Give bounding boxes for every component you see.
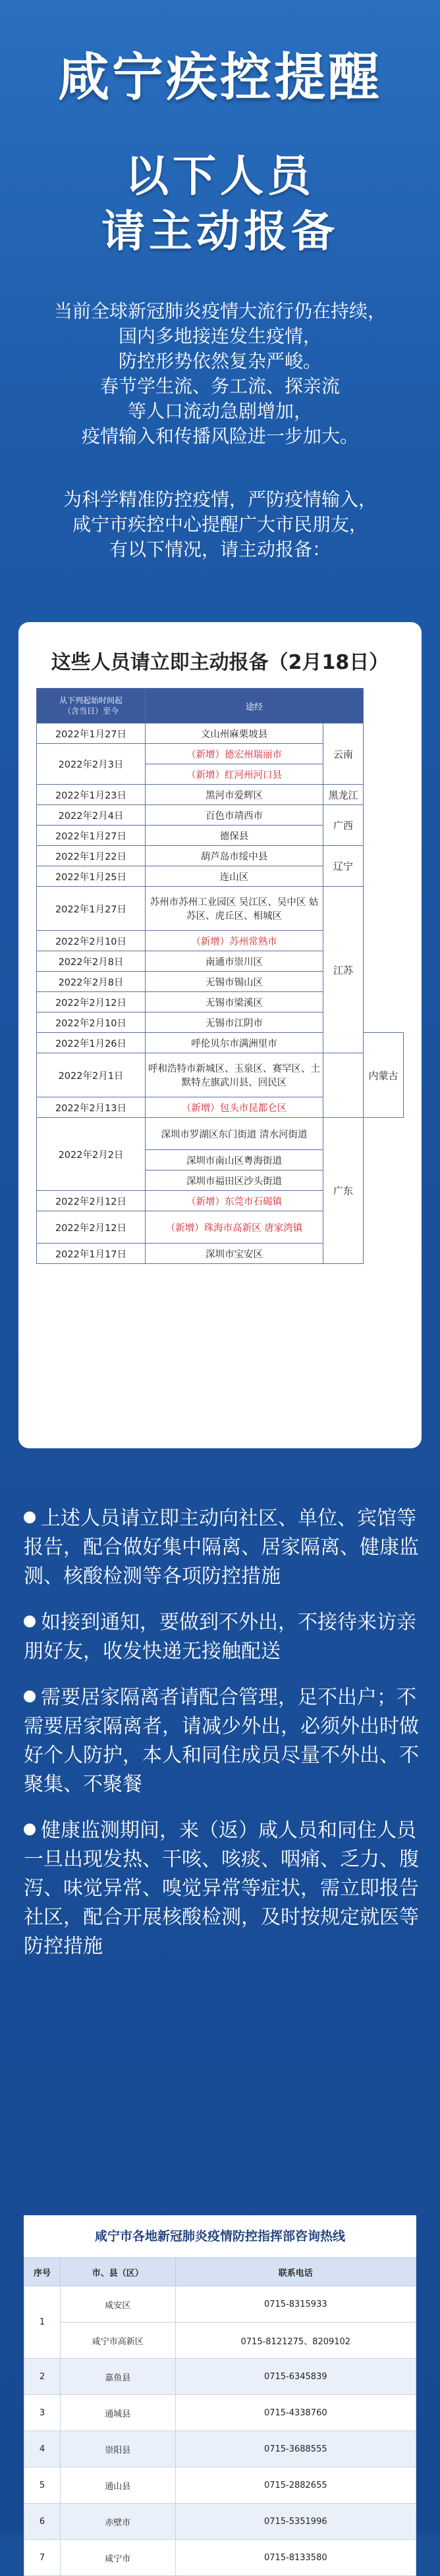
- table-row: 2 嘉鱼县 0715-6345839: [24, 2359, 416, 2395]
- report-table-title: 这些人员请立即主动报备（2月18日）: [51, 651, 389, 674]
- table-row: 6 赤壁市 0715-5351996: [24, 2504, 416, 2540]
- table-row: （新增）红河州河口县: [37, 764, 404, 785]
- hotline-title: 咸宁市各地新冠肺炎疫情防控指挥部咨询热线: [94, 2229, 345, 2244]
- notice-bullets: [24, 1504, 419, 1978]
- bullet-item: 如接到通知，要做到不外出，不接待来访亲朋好友，收发快递无接触配送: [24, 1611, 416, 1663]
- table-row: 2022年1月22日 葫芦岛市绥中县 辽宁: [37, 846, 404, 866]
- province-yunnan: 云南: [323, 723, 364, 785]
- intro-paragraph: [0, 299, 440, 449]
- province-guangdong: 广东: [323, 1118, 364, 1264]
- table-row: 2022年2月2日 深圳市罗湖区东门街道 清水河街道 广东: [37, 1118, 404, 1150]
- table-row: 2022年1月23日 黑河市爱辉区 黑龙江: [37, 785, 404, 805]
- bullet-item: 上述人员请立即主动向社区、单位、宾馆等报告，配合做好集中隔离、居家隔离、健康监测、核酸检测等各项防控措施: [24, 1507, 419, 1588]
- intro-line: 等人口流动急剧增加，: [127, 400, 312, 422]
- page-title: 咸宁疾控提醒: [57, 48, 382, 107]
- table-row: 2022年2月10日 （新增）苏州常熟市: [37, 931, 404, 951]
- notice-line: 为科学精准防控疫情，严防疫情输入，: [63, 488, 377, 510]
- bullet-dot-icon: [24, 1691, 36, 1702]
- intro-line: 防控形势依然复杂严峻。: [118, 350, 321, 372]
- hotline-table: [24, 2257, 416, 2576]
- table-row: 2022年2月3日 （新增）德宏州瑞丽市: [37, 744, 404, 764]
- province-liaoning: 辽宁: [323, 846, 364, 887]
- intro-line: 疫情输入和传播风险进一步加大。: [81, 425, 358, 447]
- table-row: 2022年2月8日 无锡市锡山区: [37, 972, 404, 992]
- header-route: 途经: [146, 689, 364, 723]
- subtitle-line-2: 请主动报备: [101, 206, 339, 257]
- province-jiangsu: 江苏: [323, 887, 364, 1053]
- province-heilongjiang: 黑龙江: [323, 785, 364, 805]
- table-row: 2022年1月25日 连山区: [37, 866, 404, 887]
- table-row: 2022年2月12日 （新增）东莞市石碣镇: [37, 1191, 404, 1211]
- bullet-dot-icon: [24, 1616, 36, 1627]
- report-table: [36, 688, 404, 1264]
- table-row: 深圳市福田区沙头街道: [37, 1170, 404, 1191]
- bullet-item: 需要居家隔离者请配合管理，足不出户；不需要居家隔离者，请减少外出，必须外出时做好个人防护，本人和同住成员尽量不外出、不聚集、不聚餐: [24, 1686, 419, 1796]
- table-row: 2022年2月1日 呼和浩特市新城区、玉泉区、赛罕区、土默特左旗武川县、回民区: [37, 1053, 404, 1097]
- table-row: 2022年2月10日 无锡市江阴市: [37, 1012, 404, 1033]
- header: [0, 0, 440, 259]
- table-row: 深圳市南山区粤海街道: [37, 1150, 404, 1170]
- table-row: 2022年2月12日 无锡市梁溪区: [37, 992, 404, 1012]
- intro-line: 当前全球新冠肺炎疫情大流行仍在持续，: [53, 300, 386, 322]
- table-row: 2022年2月8日 南通市崇川区: [37, 951, 404, 972]
- notice-paragraph: [0, 487, 440, 562]
- hotline-header-row: 序号 市、县（区） 联系电话: [24, 2258, 416, 2286]
- hotline-table-card: [24, 2215, 416, 2576]
- intro-line: 春节学生流、务工流、探亲流: [99, 375, 340, 397]
- bullet-dot-icon: [24, 1824, 36, 1835]
- intro-line: 国内多地接连发生疫情，: [118, 325, 321, 347]
- header-date: 从下列起始时间起 （含当日）至今: [37, 689, 146, 723]
- table-row: 2022年1月27日 苏州市苏州工业园区 吴江区、吴中区 姑苏区、虎丘区、相城区 江苏: [37, 887, 404, 931]
- subtitle-line-1: 以下人员: [125, 151, 315, 201]
- notice-line: 咸宁市疾控中心提醒广大市民朋友，: [72, 513, 368, 535]
- table-row: 3 通城县 0715-4338760: [24, 2395, 416, 2431]
- table-row: 2022年1月27日 文山州麻栗坡县 云南: [37, 723, 404, 744]
- table-row: 2022年1月27日 德保县: [37, 826, 404, 846]
- table-row: 2022年1月26日 呼伦贝尔市满洲里市 内蒙古: [37, 1033, 404, 1053]
- table-row: 7 咸宁市 0715-8133580: [24, 2540, 416, 2576]
- table-row: 2022年2月12日 （新增）珠海市高新区 唐家湾镇: [37, 1211, 404, 1244]
- table-row: 1 咸安区 0715-8315933: [24, 2286, 416, 2323]
- province-neimenggu: 内蒙古: [364, 1033, 404, 1118]
- table-header-row: [37, 689, 404, 723]
- bullet-dot-icon: [24, 1511, 36, 1523]
- table-row: 2022年2月13日 （新增）包头市昆都仑区: [37, 1097, 404, 1118]
- notice-line: 有以下情况，请主动报备：: [109, 539, 331, 560]
- province-guangxi: 广西: [323, 805, 364, 846]
- table-row: 咸宁市高新区 0715-8121275、8209102: [24, 2323, 416, 2359]
- report-table-card: [18, 622, 422, 1448]
- table-row: 4 崇阳县 0715-3688555: [24, 2431, 416, 2467]
- table-row: 5 通山县 0715-2882655: [24, 2467, 416, 2504]
- table-row: 2022年2月4日 百色市靖西市 广西: [37, 805, 404, 826]
- table-row: 2022年1月17日 深圳市宝安区: [37, 1244, 404, 1264]
- bullet-item: 健康监测期间，来（返）咸人员和同住人员一旦出现发热、干咳、咳痰、咽痛、乏力、腹泻、味觉异常、嗅觉异常等症状，需立即报告社区，配合开展核酸检测，及时按规定就医等防控措施: [24, 1819, 419, 1958]
